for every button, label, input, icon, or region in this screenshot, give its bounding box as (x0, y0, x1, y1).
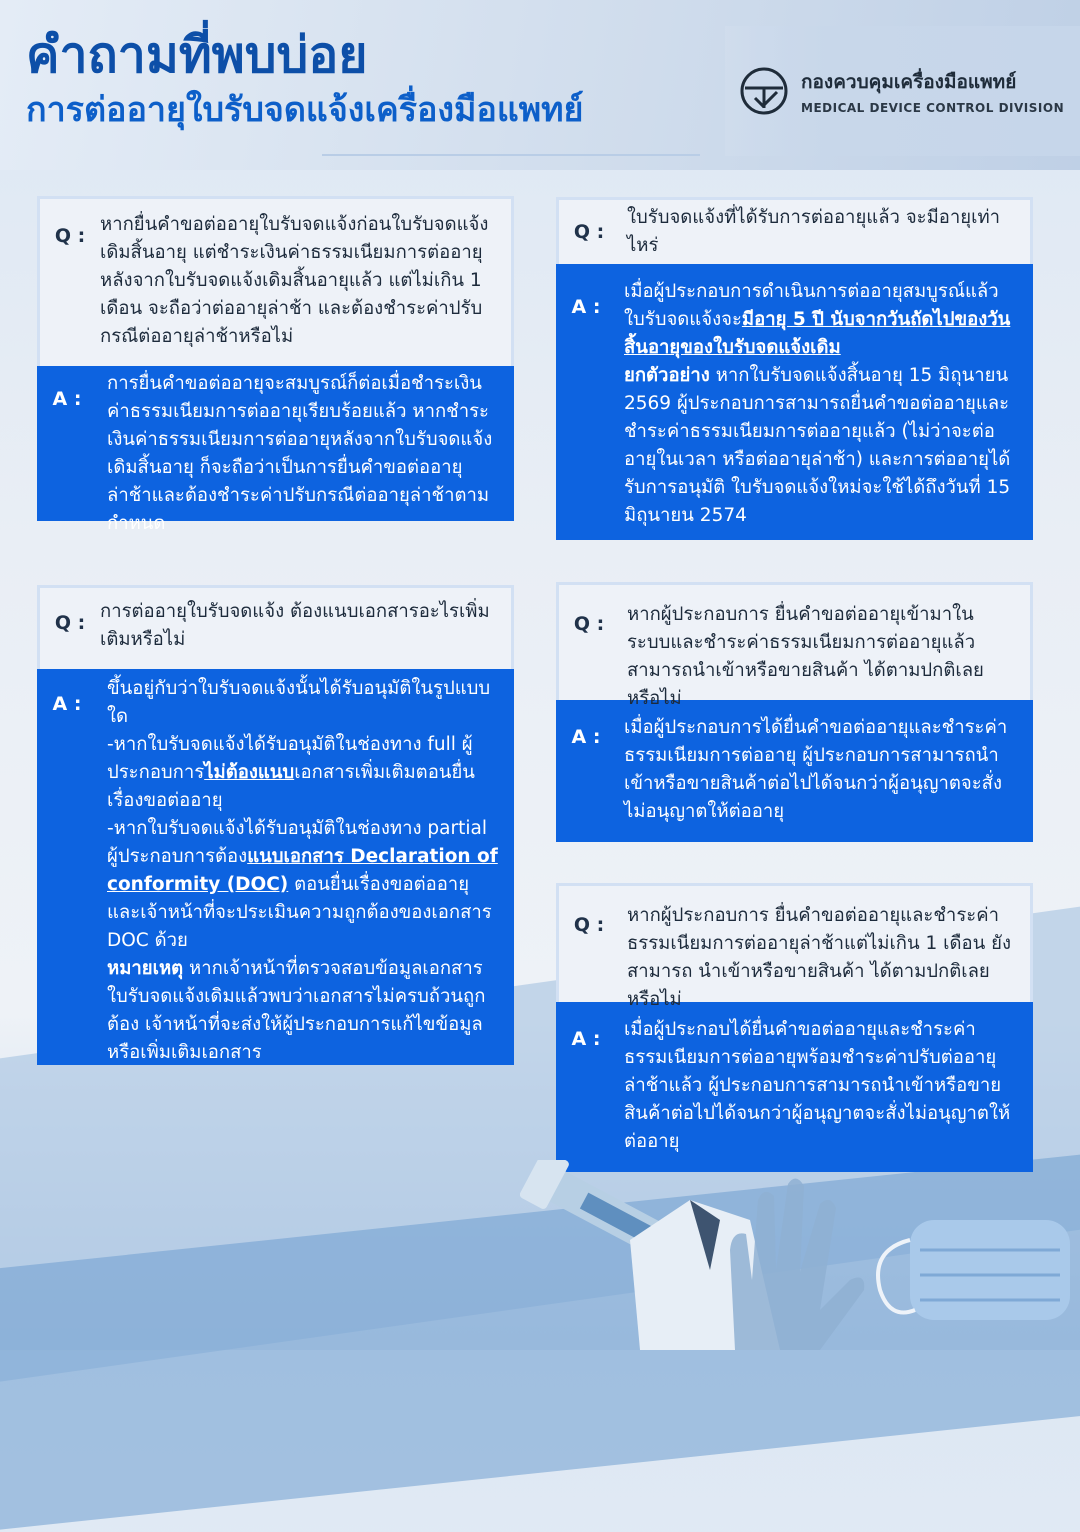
faq-question (556, 582, 1033, 709)
faq-card-3 (37, 585, 514, 1065)
question-label: Q : (573, 914, 605, 936)
answer-partial-text: -หากใบรับจดแจ้งได้รับอนุมัติในช่องทาง partial ผู้ประกอบการต้อง (107, 818, 487, 867)
question-text: หากผู้ประกอบการ ยื่นคำขอต่ออายุและชำระค่าธรรมเนียมการต่ออายุล่าช้าแต่ไม่เกิน 1 เดือน ยังสามารถ นำเข้าหรือขายสินค้า ได้ตามปกติเลยหรือไม่ (627, 905, 1012, 1010)
question-text: การต่ออายุใบรับจดแจ้ง ต้องแนบเอกสารอะไรเพิ่มเติมหรือไม่ (100, 601, 490, 650)
faq-answer (556, 1002, 1033, 1172)
faq-answer (556, 700, 1033, 842)
answer-text: เมื่อผู้ประกอบการได้ยื่นคำขอต่ออายุและชำระค่าธรรมเนียมการต่ออายุ ผู้ประกอบการสามารถนำเข้าหรือขายสินค้าต่อไปได้จนกว่าผู้อนุญาตจะสั่งไม่อนุญาตให้ต่ออายุ (624, 717, 1008, 822)
faq-answer (37, 366, 514, 534)
answer-label: A : (571, 726, 601, 748)
answer-intro: เมื่อผู้ประกอบการดำเนินการต่ออายุสมบูรณ์แล้ว ใบรับจดแจ้งจะ (624, 281, 999, 330)
faq-question (37, 196, 514, 366)
note-text: หากเจ้าหน้าที่ตรวจสอบข้อมูลเอกสารใบรับจดแจ้งเดิมแล้วพบว่าเอกสารไม่ครบถ้วนถูกต้อง เจ้าหน้าที่จะส่งให้ผู้ประกอบการแก้ไขข้อมูลหรือเพิ่มเติมเอกสาร (107, 958, 486, 1063)
answer-text: การยื่นคำขอต่ออายุจะสมบูรณ์ก็ต่อเมื่อชำระเงินค่าธรรมเนียมการต่ออายุเรียบร้อยแล้ว หากชำระเงินค่าธรรมเนียมการต่ออายุหลังจากใบรับจดแจ้งเดิมสิ้นอายุ ก็จะถือว่าเป็นการยื่นคำขอต่ออายุล่าช้าและต้องชำระค่าปรับกรณีต่ออายุล่าช้าตามกำหนด (107, 373, 493, 534)
medical-supplies-illustration (520, 1160, 1080, 1350)
question-text: หากยื่นคำขอต่ออายุใบรับจดแจ้งก่อนใบรับจดแจ้งเดิมสิ้นอายุ แต่ชำระเงินค่าธรรมเนียมการต่ออายุหลังจากใบรับจดแจ้งเดิมสิ้นอายุแล้ว แต่ไม่เกิน 1 เดือน จะถือว่าต่ออายุล่าช้า และต้องชำระค่าปรับกรณีต่ออายุล่าช้าหรือไม่ (100, 214, 489, 347)
question-label: Q : (54, 225, 86, 247)
page-title: คำถามที่พบบ่อย (26, 26, 368, 84)
page-subtitle: การต่ออายุใบรับจดแจ้งเครื่องมือแพทย์ (26, 90, 584, 130)
question-text: ใบรับจดแจ้งที่ได้รับการต่ออายุแล้ว จะมีอายุเท่าไหร่ (627, 207, 1001, 256)
question-text: หากผู้ประกอบการ ยื่นคำขอต่ออายุเข้ามาในระบบและชำระค่าธรรมเนียมการต่ออายุแล้ว สามารถนำเข้าหรือขายสินค้า ได้ตามปกติเลยหรือไม่ (627, 604, 984, 709)
answer-label: A : (52, 388, 82, 410)
answer-partial-emphasis: แนบเอกสาร Declaration of conformity (DOC) (107, 846, 498, 895)
question-label: Q : (573, 613, 605, 635)
faq-question (556, 883, 1033, 1010)
division-emblem-icon (739, 66, 789, 116)
faq-card-4 (556, 582, 1033, 842)
answer-text (616, 278, 1033, 540)
division-logo (725, 26, 1080, 156)
faq-card-5 (556, 883, 1033, 1172)
answer-text (97, 675, 514, 1065)
answer-label: A : (52, 693, 82, 715)
question-label: Q : (54, 612, 86, 634)
faq-answer (37, 669, 514, 1065)
answer-partial-post: ตอนยื่นเรื่องขอต่ออายุ และเจ้าหน้าที่จะประเมินความถูกต้องของเอกสาร DOC ด้วย (107, 874, 492, 951)
faq-question (37, 585, 514, 669)
answer-text: เมื่อผู้ประกอบได้ยื่นคำขอต่ออายุและชำระค่าธรรมเนียมการต่ออายุพร้อมชำระค่าปรับต่ออายุล่าช้าแล้ว ผู้ประกอบการสามารถนำเข้าหรือขายสินค้าต่อไปได้จนกว่าผู้อนุญาตจะสั่งไม่อนุญาตให้ต่ออายุ (624, 1019, 1011, 1152)
answer-label: A : (571, 296, 601, 318)
example-text: หากใบรับจดแจ้งสิ้นอายุ 15 มิถุนายน 2569 ผู้ประกอบการสามารถยื่นคำขอต่ออายุและชำระค่าธรรมเนียมการต่ออายุแล้ว (ไม่ว่าจะต่ออายุในเวลา หรือต่ออายุล่าช้า) และการต่ออายุได้รับการอนุมัติ ใบรับจดแจ้งใหม่จะใช้ได้ถึงวันที่ 15 มิถุนายน 2574 (624, 365, 1011, 526)
faq-card-2 (556, 197, 1033, 540)
answer-emphasis: มีอายุ 5 ปี นับจากวันถัดไปของวันสิ้นอายุของใบรับจดแจ้งเดิม (624, 309, 1011, 358)
faq-question (556, 197, 1033, 264)
answer-label: A : (571, 1028, 601, 1050)
note-label: หมายเหตุ (107, 958, 184, 979)
faq-answer (556, 264, 1033, 540)
answer-full-text: -หากใบรับจดแจ้งได้รับอนุมัติในช่องทาง full ผู้ประกอบการ (107, 734, 473, 783)
question-label: Q : (573, 221, 605, 243)
title-divider (322, 154, 700, 156)
division-name-thai: กองควบคุมเครื่องมือแพทย์ (801, 71, 1017, 93)
division-name-english: MEDICAL DEVICE CONTROL DIVISION (801, 101, 1065, 115)
answer-full-emphasis: ไม่ต้องแนบ (204, 762, 295, 783)
example-label: ยกตัวอย่าง (624, 365, 710, 386)
face-mask-icon (878, 1220, 1070, 1320)
faq-card-1 (37, 196, 514, 534)
answer-full-post: เอกสารเพิ่มเติมตอนยื่นเรื่องขอต่ออายุ (107, 762, 475, 811)
answer-line-intro: ขึ้นอยู่กับว่าใบรับจดแจ้งนั้นได้รับอนุมัติในรูปแบบใด (107, 678, 491, 727)
